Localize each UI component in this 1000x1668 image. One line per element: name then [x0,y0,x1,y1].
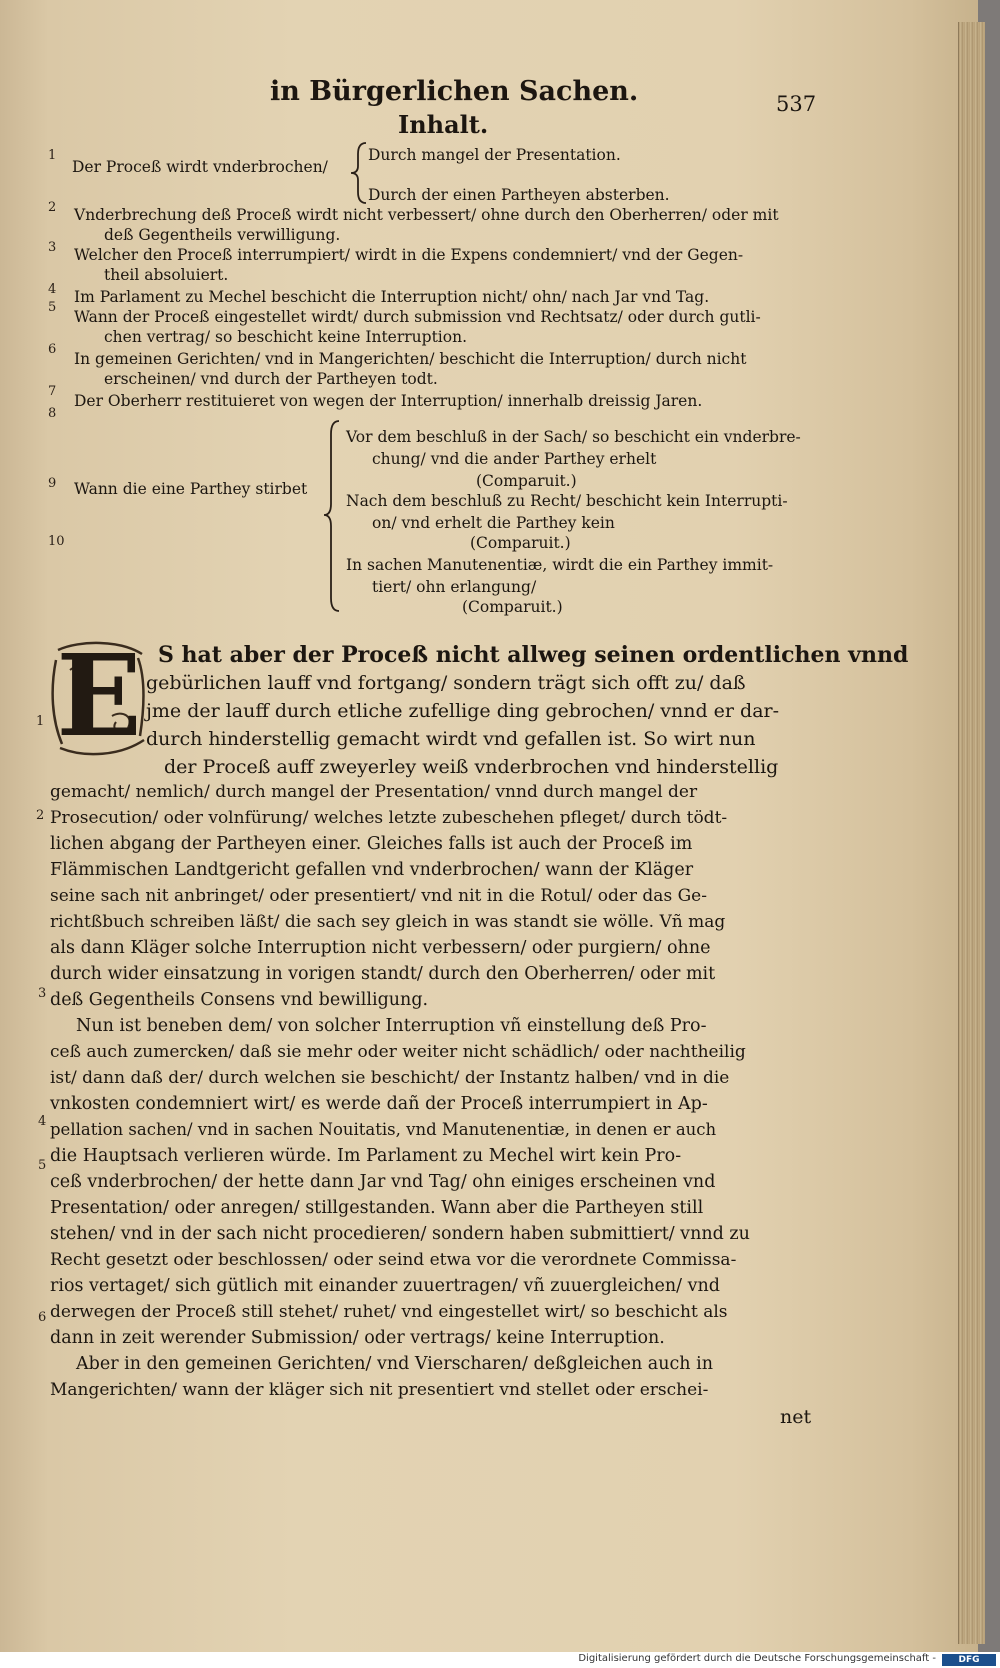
summary-item: Der Oberherr restituieret von wegen der Interruption/ innerhalb dreissig Jaren. [74,392,703,410]
margin-number: 6 [38,1310,47,1325]
brace-glyph [348,140,370,206]
brace-glyph [322,418,342,614]
summary-subitem: (Comparuit.) [476,472,577,490]
summary-item: Wann der Proceß eingestellet wirdt/ durch submission vnd Rechtsatz/ oder durch gutli- [74,308,761,326]
margin-number: 3 [38,986,47,1001]
drop-cap: E [56,630,142,762]
summary-subitem: Durch der einen Partheyen absterben. [368,186,670,204]
margin-number: 5 [38,1158,47,1173]
body-line: ceß vnderbrochen/ der hette dann Jar vnd Tag/ ohn einiges erscheinen vnd [50,1172,716,1192]
body-line: stehen/ vnd in der sach nicht procedieren/ sondern haben submittiert/ vnnd zu [50,1224,750,1244]
summary-number: 1 [48,148,57,163]
body-line: Nun ist beneben dem/ von solcher Interruption vñ einstellung deß Pro- [76,1016,707,1036]
body-line: durch wider einsatzung in vorigen standt/ durch den Oberherren/ oder mit [50,964,716,984]
summary-number: 6 [48,342,57,357]
body-line: Aber in den gemeinen Gerichten/ vnd Vierscharen/ deßgleichen auch in [76,1354,713,1374]
running-header: in Bürgerlichen Sachen. [270,76,639,107]
body-line: gebürlichen lauff vnd fortgang/ sondern trägt sich offt zu/ daß [146,672,746,694]
body-line: Presentation/ oder anregen/ stillgestanden. Wann aber die Partheyen still [50,1198,704,1218]
body-line: durch hinderstellig gemacht wirdt vnd gefallen ist. So wirt nun [146,728,756,750]
body-line: lichen abgang der Partheyen einer. Gleiches falls ist auch der Proceß im [50,834,693,854]
body-line: S hat aber der Proceß nicht allweg seinen ordentlichen vnnd [158,642,909,668]
margin-number: 1 [36,714,45,729]
summary-number: 10 [48,534,65,549]
body-line: pellation sachen/ vnd in sachen Nouitatis, vnd Manutenentiæ, in denen er auch [50,1120,717,1139]
summary-subitem: (Comparuit.) [470,534,571,552]
summary-item: chen vertrag/ so beschicht keine Interruption. [104,328,468,346]
summary-number: 5 [48,300,57,315]
body-line: vnkosten condemniert wirt/ es werde dañ der Proceß interrumpiert in Ap- [50,1094,708,1114]
summary-subitem: Vor dem beschluß in der Sach/ so beschicht ein vnderbre- [346,428,801,446]
summary-number: 7 [48,384,57,399]
summary-subitem: chung/ vnd die ander Parthey erhelt [372,450,657,468]
summary-heading: Inhalt. [398,110,489,139]
body-line: dann in zeit werender Submission/ oder vertrags/ keine Interruption. [50,1328,665,1348]
body-line: Prosecution/ oder volnfürung/ welches letzte zubeschehen pfleget/ durch tödt- [50,808,728,828]
funding-notice: Digitalisierung gefördert durch die Deutsche Forschungsgemeinschaft - [578,1653,936,1664]
body-line: jme der lauff durch etliche zufellige ding gebrochen/ vnnd er dar- [146,700,780,722]
dfg-logo: DFG [942,1654,996,1666]
summary-number: 4 [48,282,57,297]
body-line: der Proceß auff zweyerley weiß vnderbrochen vnd hinderstellig [164,756,779,778]
summary-item: Welcher den Proceß interrumpiert/ wirdt in die Expens condemniert/ vnd der Gegen- [74,246,744,264]
summary-number: 3 [48,240,57,255]
body-line: deß Gegentheils Consens vnd bewilligung. [50,990,429,1010]
margin-number: 2 [36,808,45,823]
summary-subitem: on/ vnd erhelt die Parthey kein [372,514,615,532]
margin-number: 4 [38,1114,47,1129]
body-line: als dann Kläger solche Interruption nicht verbessern/ oder purgiern/ ohne [50,938,711,958]
summary-number: 8 [48,406,57,421]
summary-item: theil absoluiert. [104,266,229,284]
summary-item: erscheinen/ vnd durch der Partheyen todt. [104,370,438,388]
page-edges [958,22,985,1644]
summary-subitem: (Comparuit.) [462,598,563,616]
summary-item: Der Proceß wirdt vnderbrochen/ [72,158,328,176]
page-number: 537 [776,92,817,116]
summary-item: Vnderbrechung deß Proceß wirdt nicht verbessert/ ohne durch den Oberherren/ oder mit [74,206,779,224]
body-line: derwegen der Proceß still stehet/ ruhet/ vnd eingestellet wirt/ so beschicht als [50,1302,728,1322]
summary-item: deß Gegentheils verwilligung. [104,226,341,244]
body-line: ist/ dann daß der/ durch welchen sie beschicht/ der Instantz halben/ vnd in die [50,1068,730,1088]
body-line: Recht gesetzt oder beschlossen/ oder seind etwa vor die verordnete Commissa- [50,1250,737,1270]
summary-subitem: Nach dem beschluß zu Recht/ beschicht kein Interrupti- [346,492,788,510]
summary-item: In gemeinen Gerichten/ vnd in Mangerichten/ beschicht die Interruption/ durch nicht [74,350,747,368]
summary-number: 2 [48,200,57,215]
summary-subitem: Durch mangel der Presentation. [368,146,621,164]
body-line: rios vertaget/ sich gütlich mit einander zuuertragen/ vñ zuuergleichen/ vnd [50,1276,720,1296]
body-line: gemacht/ nemlich/ durch mangel der Presentation/ vnnd durch mangel der [50,782,698,802]
body-line: seine sach nit anbringet/ oder presentiert/ vnd nit in die Rotul/ oder das Ge- [50,886,707,906]
body-line: richtßbuch schreiben läßt/ die sach sey gleich in was standt sie wölle. Vñ mag [50,912,726,932]
summary-number: 9 [48,476,57,491]
body-line: die Hauptsach verlieren würde. Im Parlament zu Mechel wirt kein Pro- [50,1146,682,1166]
body-line: ceß auch zumercken/ daß sie mehr oder weiter nicht schädlich/ oder nachtheilig [50,1042,746,1062]
body-line: Mangerichten/ wann der kläger sich nit presentiert vnd stellet oder erschei- [50,1380,709,1400]
summary-item: Im Parlament zu Mechel beschicht die Interruption nicht/ ohn/ nach Jar vnd Tag. [74,288,710,306]
summary-subitem: In sachen Manutenentiæ, wirdt die ein Parthey immit- [346,556,774,574]
summary-item: Wann die eine Parthey stirbet [74,480,308,498]
summary-subitem: tiert/ ohn erlangung/ [372,578,537,596]
body-line: Flämmischen Landtgericht gefallen vnd vnderbrochen/ wann der Kläger [50,860,694,880]
catchword: net [780,1406,812,1428]
